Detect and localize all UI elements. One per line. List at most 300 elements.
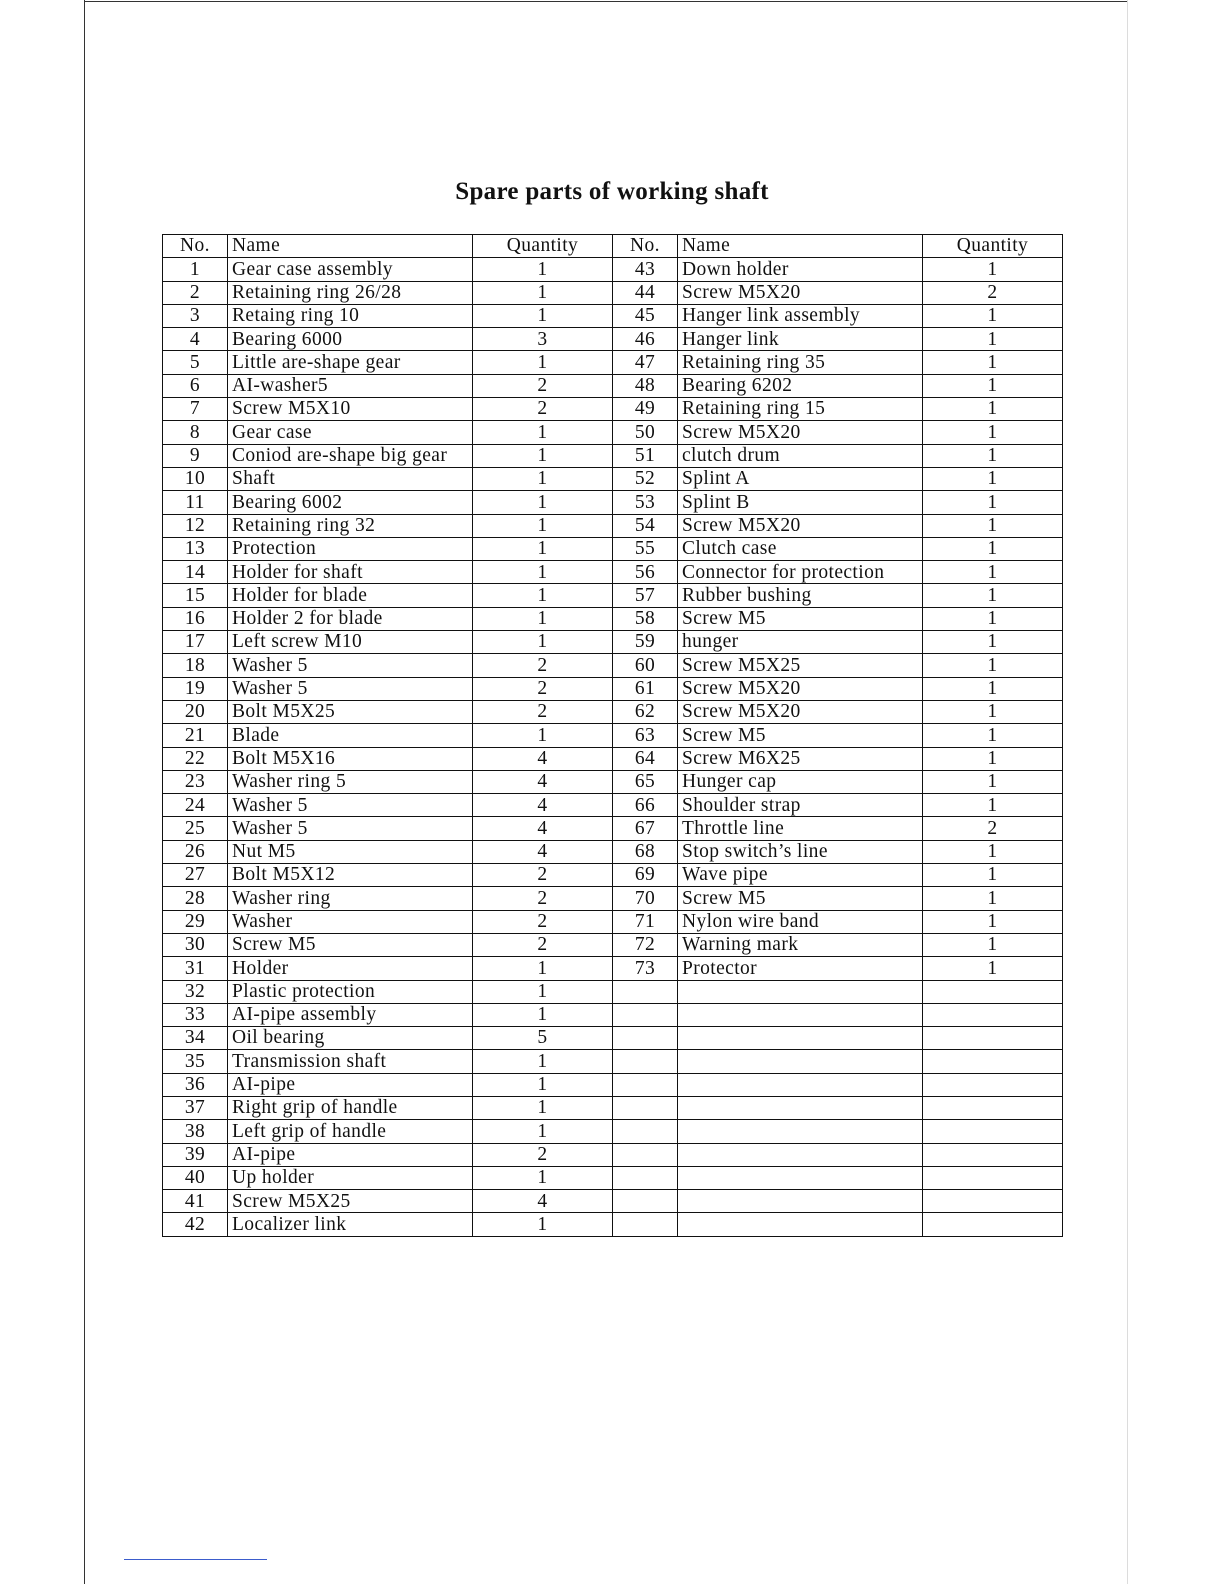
empty-cell [923, 1003, 1063, 1026]
cell-left-no: 6 [163, 374, 228, 397]
cell-left-no: 11 [163, 491, 228, 514]
table-row [163, 677, 1063, 700]
page-border-left [84, 0, 85, 1584]
table-row [163, 933, 1063, 956]
table-row [163, 1027, 1063, 1050]
cell-left-name: Right grip of handle [228, 1096, 473, 1119]
cell-left-no: 8 [163, 421, 228, 444]
cell-left-qty: 1 [473, 467, 613, 490]
cell-left-no: 10 [163, 467, 228, 490]
table-row [163, 328, 1063, 351]
cell-left-no: 37 [163, 1096, 228, 1119]
cell-left-name: Washer ring [228, 887, 473, 910]
table-header-row [163, 235, 1063, 258]
empty-cell [678, 1003, 923, 1026]
cell-left-name: Up holder [228, 1166, 473, 1189]
cell-left-qty: 1 [473, 258, 613, 281]
cell-left-no: 14 [163, 561, 228, 584]
table-row [163, 351, 1063, 374]
empty-cell [613, 1190, 678, 1213]
cell-right-no: 71 [613, 910, 678, 933]
table-row [163, 561, 1063, 584]
cell-left-no: 17 [163, 631, 228, 654]
table-row [163, 398, 1063, 421]
cell-right-qty: 1 [923, 421, 1063, 444]
cell-left-qty: 2 [473, 933, 613, 956]
cell-left-name: Washer 5 [228, 817, 473, 840]
empty-cell [678, 1166, 923, 1189]
cell-right-qty: 1 [923, 491, 1063, 514]
cell-right-qty: 1 [923, 840, 1063, 863]
cell-right-qty: 1 [923, 514, 1063, 537]
cell-left-name: Bolt M5X25 [228, 700, 473, 723]
cell-left-qty: 1 [473, 1213, 613, 1236]
cell-left-qty: 1 [473, 351, 613, 374]
cell-left-name: AI-pipe assembly [228, 1003, 473, 1026]
empty-cell [678, 1096, 923, 1119]
table-row [163, 281, 1063, 304]
cell-right-no: 43 [613, 258, 678, 281]
cell-right-qty: 1 [923, 794, 1063, 817]
cell-right-no: 61 [613, 677, 678, 700]
cell-right-no: 52 [613, 467, 678, 490]
cell-right-name: Wave pipe [678, 864, 923, 887]
header-quantity-right: Quantity [923, 235, 1063, 258]
cell-right-no: 69 [613, 864, 678, 887]
empty-cell [923, 1166, 1063, 1189]
header-name-left: Name [228, 235, 473, 258]
cell-right-qty: 2 [923, 817, 1063, 840]
table-row [163, 607, 1063, 630]
cell-right-name: Stop switch’s line [678, 840, 923, 863]
cell-left-no: 30 [163, 933, 228, 956]
cell-left-no: 27 [163, 864, 228, 887]
cell-left-name: Left screw M10 [228, 631, 473, 654]
cell-right-no: 73 [613, 957, 678, 980]
cell-left-name: Holder [228, 957, 473, 980]
empty-cell [678, 1213, 923, 1236]
cell-left-no: 7 [163, 398, 228, 421]
cell-right-no: 55 [613, 537, 678, 560]
table-row [163, 980, 1063, 1003]
cell-left-qty: 4 [473, 770, 613, 793]
cell-right-no: 56 [613, 561, 678, 584]
cell-right-no: 48 [613, 374, 678, 397]
cell-right-no: 65 [613, 770, 678, 793]
cell-left-no: 24 [163, 794, 228, 817]
cell-right-name: Splint B [678, 491, 923, 514]
table-row [163, 258, 1063, 281]
cell-right-no: 60 [613, 654, 678, 677]
page-border-right [1127, 0, 1128, 1584]
cell-left-name: Retaining ring 32 [228, 514, 473, 537]
cell-right-name: Hanger link [678, 328, 923, 351]
cell-left-name: Bolt M5X12 [228, 864, 473, 887]
cell-left-qty: 1 [473, 1073, 613, 1096]
cell-right-name: clutch drum [678, 444, 923, 467]
cell-right-name: Screw M5X20 [678, 281, 923, 304]
cell-right-qty: 1 [923, 700, 1063, 723]
cell-right-name: Screw M5 [678, 607, 923, 630]
cell-left-name: Nut M5 [228, 840, 473, 863]
cell-left-qty: 2 [473, 700, 613, 723]
cell-right-name: Retaining ring 15 [678, 398, 923, 421]
cell-right-qty: 1 [923, 561, 1063, 584]
cell-left-name: Left grip of handle [228, 1120, 473, 1143]
cell-left-name: Washer [228, 910, 473, 933]
cell-left-no: 3 [163, 304, 228, 327]
header-quantity-left: Quantity [473, 235, 613, 258]
cell-right-qty: 1 [923, 258, 1063, 281]
cell-left-name: Bolt M5X16 [228, 747, 473, 770]
cell-right-name: Screw M5X20 [678, 514, 923, 537]
cell-left-qty: 1 [473, 537, 613, 560]
cell-right-name: hunger [678, 631, 923, 654]
table-row [163, 864, 1063, 887]
cell-left-qty: 2 [473, 864, 613, 887]
cell-right-qty: 1 [923, 864, 1063, 887]
cell-left-qty: 2 [473, 910, 613, 933]
cell-right-no: 46 [613, 328, 678, 351]
cell-left-no: 20 [163, 700, 228, 723]
cell-left-qty: 1 [473, 491, 613, 514]
cell-left-name: Washer 5 [228, 677, 473, 700]
empty-cell [678, 1027, 923, 1050]
table-row [163, 1166, 1063, 1189]
cell-right-name: Rubber bushing [678, 584, 923, 607]
table-row [163, 584, 1063, 607]
table-row [163, 467, 1063, 490]
empty-cell [923, 1096, 1063, 1119]
cell-right-name: Splint A [678, 467, 923, 490]
cell-left-qty: 1 [473, 1003, 613, 1026]
empty-cell [613, 1213, 678, 1236]
cell-right-qty: 1 [923, 584, 1063, 607]
empty-cell [613, 1003, 678, 1026]
table-row [163, 1003, 1063, 1026]
table-row [163, 491, 1063, 514]
cell-left-qty: 1 [473, 957, 613, 980]
cell-right-name: Hanger link assembly [678, 304, 923, 327]
cell-right-qty: 1 [923, 398, 1063, 421]
cell-left-name: Bearing 6000 [228, 328, 473, 351]
cell-right-no: 45 [613, 304, 678, 327]
table-row [163, 1143, 1063, 1166]
cell-left-no: 38 [163, 1120, 228, 1143]
table-row [163, 957, 1063, 980]
cell-left-qty: 1 [473, 514, 613, 537]
cell-left-no: 42 [163, 1213, 228, 1236]
cell-right-no: 49 [613, 398, 678, 421]
cell-right-name: Screw M5X20 [678, 677, 923, 700]
cell-left-no: 21 [163, 724, 228, 747]
cell-left-no: 34 [163, 1027, 228, 1050]
cell-right-no: 63 [613, 724, 678, 747]
empty-cell [923, 980, 1063, 1003]
cell-right-no: 62 [613, 700, 678, 723]
cell-right-name: Warning mark [678, 933, 923, 956]
cell-right-name: Bearing 6202 [678, 374, 923, 397]
cell-left-name: Protection [228, 537, 473, 560]
empty-cell [613, 980, 678, 1003]
table-row [163, 724, 1063, 747]
header-no-right: No. [613, 235, 678, 258]
cell-left-no: 35 [163, 1050, 228, 1073]
cell-left-name: Screw M5X25 [228, 1190, 473, 1213]
cell-left-qty: 3 [473, 328, 613, 351]
cell-right-qty: 1 [923, 467, 1063, 490]
cell-left-qty: 5 [473, 1027, 613, 1050]
cell-left-qty: 1 [473, 1050, 613, 1073]
table-row [163, 631, 1063, 654]
empty-cell [678, 980, 923, 1003]
cell-left-qty: 4 [473, 1190, 613, 1213]
cell-right-name: Screw M5 [678, 887, 923, 910]
cell-left-qty: 4 [473, 840, 613, 863]
cell-left-qty: 4 [473, 817, 613, 840]
cell-left-name: Blade [228, 724, 473, 747]
cell-left-name: AI-pipe [228, 1073, 473, 1096]
cell-left-qty: 1 [473, 1166, 613, 1189]
cell-right-qty: 1 [923, 910, 1063, 933]
cell-right-qty: 1 [923, 351, 1063, 374]
cell-left-qty: 1 [473, 304, 613, 327]
empty-cell [613, 1027, 678, 1050]
empty-cell [923, 1143, 1063, 1166]
cell-right-name: Screw M5X20 [678, 700, 923, 723]
cell-left-no: 5 [163, 351, 228, 374]
cell-left-no: 18 [163, 654, 228, 677]
cell-left-name: Little are-shape gear [228, 351, 473, 374]
cell-left-no: 9 [163, 444, 228, 467]
empty-cell [678, 1073, 923, 1096]
cell-right-no: 54 [613, 514, 678, 537]
cell-left-qty: 1 [473, 631, 613, 654]
cell-left-no: 22 [163, 747, 228, 770]
cell-left-qty: 4 [473, 747, 613, 770]
table-row [163, 1050, 1063, 1073]
cell-left-qty: 1 [473, 281, 613, 304]
page-title: Spare parts of working shaft [455, 178, 769, 205]
cell-right-no: 53 [613, 491, 678, 514]
table-row [163, 1073, 1063, 1096]
cell-left-name: Oil bearing [228, 1027, 473, 1050]
cell-left-no: 33 [163, 1003, 228, 1026]
table-row [163, 374, 1063, 397]
cell-left-name: Screw M5 [228, 933, 473, 956]
empty-cell [923, 1073, 1063, 1096]
cell-left-name: Holder 2 for blade [228, 607, 473, 630]
cell-left-qty: 1 [473, 421, 613, 444]
cell-left-no: 39 [163, 1143, 228, 1166]
cell-right-name: Hunger cap [678, 770, 923, 793]
cell-right-no: 59 [613, 631, 678, 654]
table-body [163, 258, 1063, 1236]
cell-left-qty: 2 [473, 887, 613, 910]
empty-cell [678, 1120, 923, 1143]
cell-left-qty: 1 [473, 1120, 613, 1143]
cell-left-name: AI-pipe [228, 1143, 473, 1166]
table-row [163, 1190, 1063, 1213]
cell-right-qty: 1 [923, 328, 1063, 351]
table-row [163, 840, 1063, 863]
cell-right-name: Screw M5 [678, 724, 923, 747]
cell-left-name: Washer ring 5 [228, 770, 473, 793]
cell-left-name: Coniod are-shape big gear [228, 444, 473, 467]
cell-right-qty: 1 [923, 770, 1063, 793]
cell-left-no: 19 [163, 677, 228, 700]
table-row [163, 514, 1063, 537]
cell-right-qty: 1 [923, 537, 1063, 560]
cell-left-name: Shaft [228, 467, 473, 490]
empty-cell [613, 1096, 678, 1119]
empty-cell [678, 1190, 923, 1213]
cell-left-qty: 1 [473, 607, 613, 630]
empty-cell [613, 1120, 678, 1143]
cell-right-name: Nylon wire band [678, 910, 923, 933]
cell-right-no: 64 [613, 747, 678, 770]
cell-right-name: Throttle line [678, 817, 923, 840]
empty-cell [923, 1050, 1063, 1073]
empty-cell [923, 1190, 1063, 1213]
table-row [163, 770, 1063, 793]
cell-left-no: 4 [163, 328, 228, 351]
cell-left-name: Localizer link [228, 1213, 473, 1236]
cell-left-qty: 2 [473, 1143, 613, 1166]
cell-right-qty: 1 [923, 607, 1063, 630]
cell-left-no: 15 [163, 584, 228, 607]
empty-cell [613, 1050, 678, 1073]
cell-left-no: 2 [163, 281, 228, 304]
cell-right-qty: 1 [923, 654, 1063, 677]
table-row [163, 910, 1063, 933]
empty-cell [678, 1143, 923, 1166]
cell-left-qty: 2 [473, 398, 613, 421]
header-name-right: Name [678, 235, 923, 258]
empty-cell [678, 1050, 923, 1073]
cell-right-name: Screw M5X20 [678, 421, 923, 444]
cell-right-qty: 1 [923, 747, 1063, 770]
cell-right-no: 57 [613, 584, 678, 607]
cell-right-name: Down holder [678, 258, 923, 281]
table-row [163, 794, 1063, 817]
cell-left-qty: 1 [473, 444, 613, 467]
table-row [163, 1096, 1063, 1119]
cell-left-name: Retaining ring 26/28 [228, 281, 473, 304]
cell-left-qty: 1 [473, 561, 613, 584]
cell-right-qty: 2 [923, 281, 1063, 304]
cell-right-qty: 1 [923, 933, 1063, 956]
cell-right-no: 47 [613, 351, 678, 374]
table-row [163, 304, 1063, 327]
cell-left-qty: 2 [473, 677, 613, 700]
cell-left-name: Transmission shaft [228, 1050, 473, 1073]
cell-left-no: 31 [163, 957, 228, 980]
cell-left-no: 36 [163, 1073, 228, 1096]
cell-left-no: 23 [163, 770, 228, 793]
cell-right-name: Retaining ring 35 [678, 351, 923, 374]
empty-cell [923, 1213, 1063, 1236]
cell-left-name: AI-washer5 [228, 374, 473, 397]
cell-right-no: 58 [613, 607, 678, 630]
cell-left-no: 25 [163, 817, 228, 840]
cell-left-qty: 1 [473, 1096, 613, 1119]
cell-left-no: 41 [163, 1190, 228, 1213]
table-row [163, 747, 1063, 770]
cell-right-qty: 1 [923, 304, 1063, 327]
cell-right-no: 66 [613, 794, 678, 817]
cell-right-no: 67 [613, 817, 678, 840]
cell-right-name: Screw M5X25 [678, 654, 923, 677]
table-row [163, 1120, 1063, 1143]
cell-left-no: 13 [163, 537, 228, 560]
empty-cell [613, 1073, 678, 1096]
table-row [163, 817, 1063, 840]
table-row [163, 700, 1063, 723]
cell-left-no: 40 [163, 1166, 228, 1189]
cell-right-qty: 1 [923, 444, 1063, 467]
table-row [163, 537, 1063, 560]
cell-left-name: Plastic protection [228, 980, 473, 1003]
cell-right-name: Shoulder strap [678, 794, 923, 817]
cell-left-qty: 2 [473, 374, 613, 397]
cell-left-name: Washer 5 [228, 654, 473, 677]
cell-left-no: 26 [163, 840, 228, 863]
table-row [163, 421, 1063, 444]
cell-right-no: 68 [613, 840, 678, 863]
cell-left-no: 16 [163, 607, 228, 630]
cell-right-qty: 1 [923, 887, 1063, 910]
spare-parts-table [162, 234, 1063, 1237]
cell-right-qty: 1 [923, 374, 1063, 397]
cell-right-no: 70 [613, 887, 678, 910]
table-row [163, 1213, 1063, 1236]
cell-left-no: 12 [163, 514, 228, 537]
cell-right-qty: 1 [923, 677, 1063, 700]
cell-right-qty: 1 [923, 724, 1063, 747]
cell-right-no: 72 [613, 933, 678, 956]
cell-left-name: Bearing 6002 [228, 491, 473, 514]
cell-left-qty: 1 [473, 584, 613, 607]
header-no-left: No. [163, 235, 228, 258]
cell-right-qty: 1 [923, 631, 1063, 654]
cell-left-name: Washer 5 [228, 794, 473, 817]
cell-left-qty: 2 [473, 654, 613, 677]
cell-right-no: 50 [613, 421, 678, 444]
cell-right-no: 44 [613, 281, 678, 304]
cell-left-name: Gear case [228, 421, 473, 444]
cell-left-name: Holder for blade [228, 584, 473, 607]
cell-right-name: Screw M6X25 [678, 747, 923, 770]
footer-rule [124, 1559, 267, 1560]
cell-left-name: Holder for shaft [228, 561, 473, 584]
empty-cell [923, 1120, 1063, 1143]
cell-right-name: Protector [678, 957, 923, 980]
cell-left-no: 29 [163, 910, 228, 933]
cell-left-name: Screw M5X10 [228, 398, 473, 421]
cell-left-qty: 1 [473, 980, 613, 1003]
cell-right-name: Connector for protection [678, 561, 923, 584]
cell-left-qty: 4 [473, 794, 613, 817]
cell-left-name: Gear case assembly [228, 258, 473, 281]
cell-right-no: 51 [613, 444, 678, 467]
cell-right-qty: 1 [923, 957, 1063, 980]
cell-right-name: Clutch case [678, 537, 923, 560]
cell-left-no: 28 [163, 887, 228, 910]
cell-left-qty: 1 [473, 724, 613, 747]
empty-cell [613, 1166, 678, 1189]
page-border-top [84, 1, 1128, 2]
